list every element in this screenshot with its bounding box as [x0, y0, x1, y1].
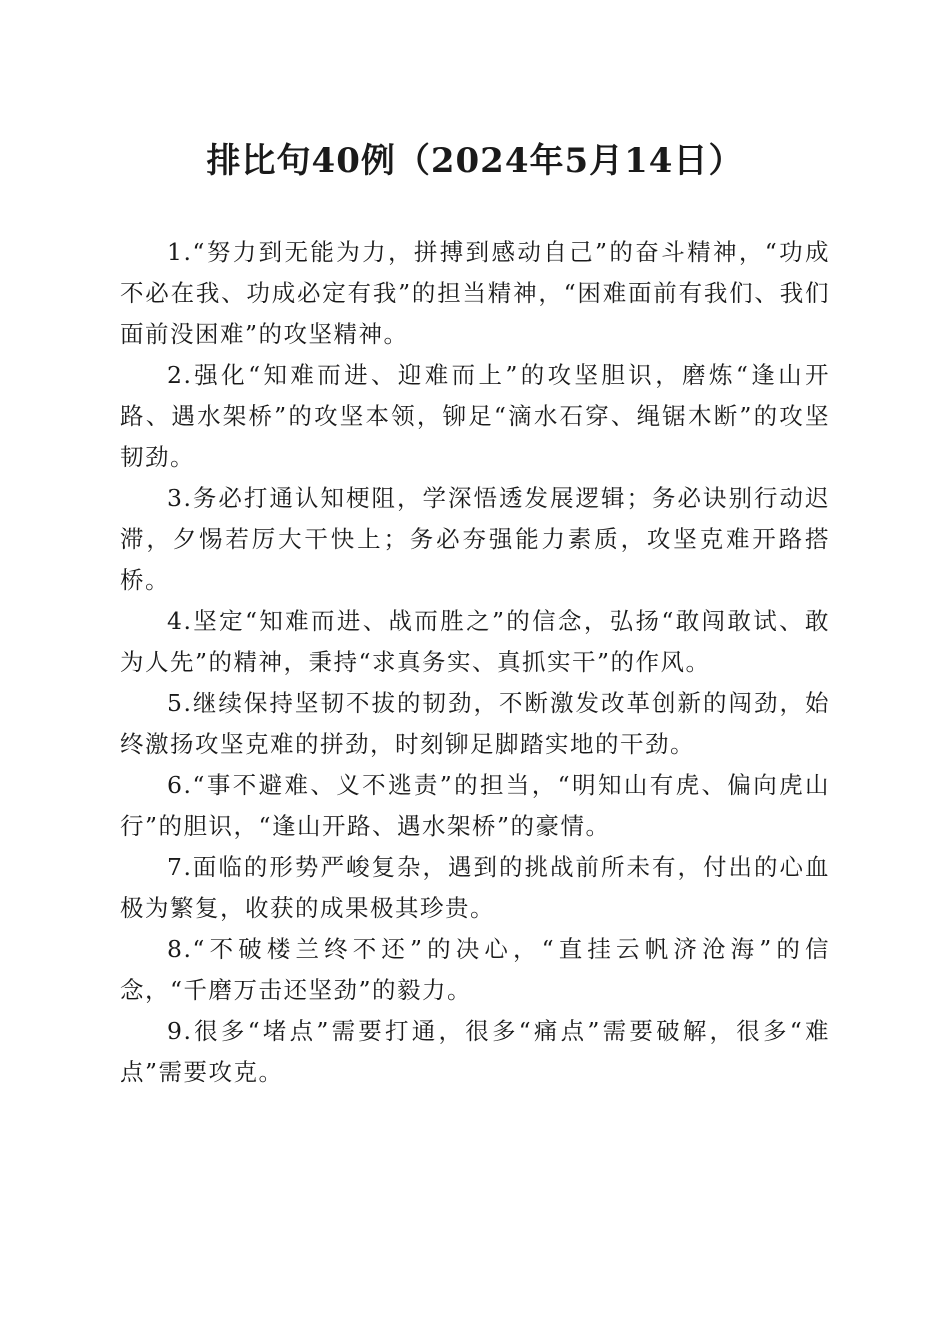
paragraph-5: 5.继续保持坚韧不拔的韧劲，不断激发改革创新的闯劲，始终激扬攻坚克难的拼劲，时刻铆足脚踏实地的干劲。 [120, 689, 830, 758]
paragraph-6: 6.“事不避难、义不逃责”的担当，“明知山有虎、偏向虎山行”的胆识，“逢山开路、遇水架桥”的豪情。 [120, 771, 830, 840]
paragraph-3: 3.务必打通认知梗阻，学深悟透发展逻辑；务必诀别行动迟滞，夕惕若厉大干快上；务必夯强能力素质，攻坚克难开路搭桥。 [120, 484, 830, 594]
paragraph-1: 1.“努力到无能为力，拼搏到感动自己”的奋斗精神，“功成不必在我、功成必定有我”的担当精神，“困难面前有我们、我们面前没困难”的攻坚精神。 [120, 238, 830, 348]
paragraph-4: 4.坚定“知难而进、战而胜之”的信念，弘扬“敢闯敢试、敢为人先”的精神，秉持“求真务实、真抓实干”的作风。 [120, 607, 830, 676]
paragraph-9: 9.很多“堵点”需要打通，很多“痛点”需要破解，很多“难点”需要攻克。 [120, 1017, 830, 1086]
document-title: 排比句40例（2024年5月14日） [206, 141, 744, 181]
paragraph-7: 7.面临的形势严峻复杂，遇到的挑战前所未有，付出的心血极为繁复，收获的成果极其珍贵。 [120, 853, 830, 922]
paragraph-2: 2.强化“知难而进、迎难而上”的攻坚胆识，磨炼“逢山开路、遇水架桥”的攻坚本领，铆足“滴水石穿、绳锯木断”的攻坚韧劲。 [120, 361, 830, 471]
paragraph-8: 8.“不破楼兰终不还”的决心，“直挂云帆济沧海”的信念，“千磨万击还坚劲”的毅力。 [120, 935, 830, 1004]
document-body [120, 232, 830, 1093]
